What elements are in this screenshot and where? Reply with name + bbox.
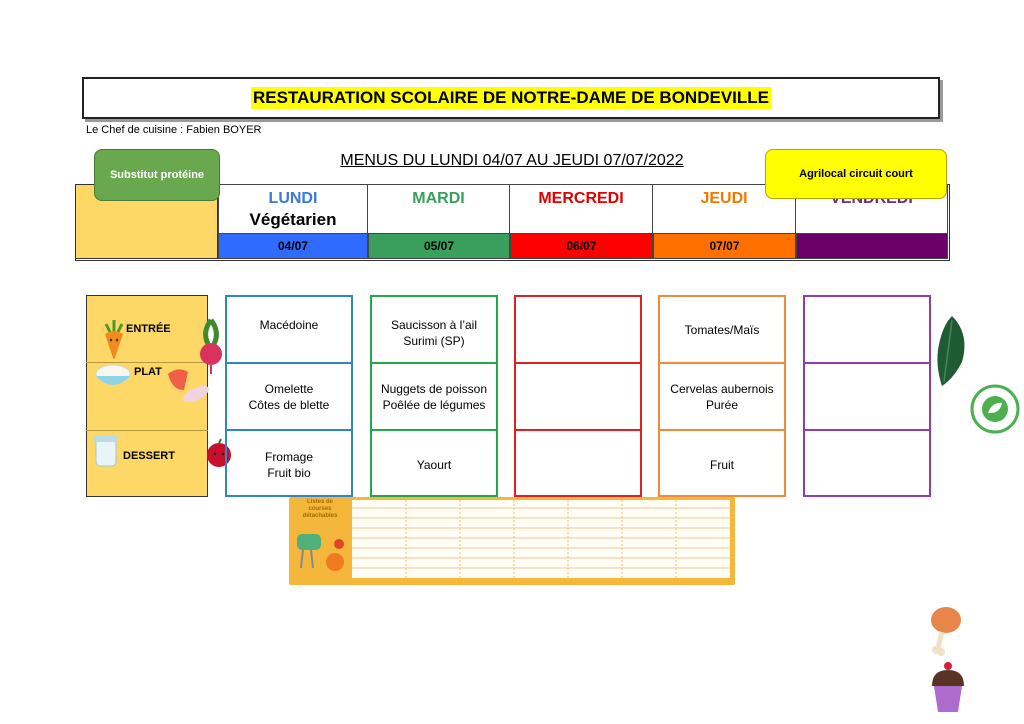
day-name: JEUDI <box>700 190 748 207</box>
dish: Fruit bio <box>267 465 311 480</box>
day-name: MERCREDI <box>538 190 624 207</box>
day-header-tuesday <box>368 184 510 233</box>
menu-cell-dessert <box>660 431 784 498</box>
dish: Tomates/Maïs <box>684 322 760 337</box>
menu-cell-plat <box>372 364 496 431</box>
chef-name: Le Chef de cuisine : Fabien BOYER <box>86 124 262 136</box>
vegetarian-badge-icon <box>970 384 1020 434</box>
menu-period-title: MENUS DU LUNDI 04/07 AU JEUDI 07/07/2022 <box>340 152 684 169</box>
menu-cell-plat <box>660 364 784 431</box>
day-name: LUNDI <box>268 190 318 207</box>
date-thursday: 07/07 <box>653 233 796 259</box>
dish: Yaourt <box>416 457 452 472</box>
dish: Surimi (SP) <box>403 334 465 348</box>
menu-cell-dessert <box>805 431 929 498</box>
menu-cell-plat <box>805 364 929 431</box>
checklist-lines-icon <box>352 500 730 578</box>
dish: Côtes de blette <box>248 397 330 412</box>
menu-cell-entree <box>805 297 929 364</box>
course-entree: ENTRÉE <box>126 323 171 335</box>
page-title: RESTAURATION SCOLAIRE DE NOTRE-DAME DE BONDEVILLE <box>253 88 769 107</box>
dish: Fruit <box>710 457 734 472</box>
menu-cell-dessert <box>516 431 640 498</box>
date-monday: 04/07 <box>218 233 368 259</box>
dish: Fromage <box>264 449 314 464</box>
menu-column-thursday <box>658 295 786 497</box>
day-subtitle: Végétarien <box>249 210 337 229</box>
mixer-icon <box>293 530 351 574</box>
menu-column-tuesday <box>370 295 498 497</box>
shopping-list-sheet <box>352 500 730 578</box>
date-friday <box>796 233 948 259</box>
day-header-monday <box>218 184 368 233</box>
carrot-icon <box>100 318 128 360</box>
course-dessert: DESSERT <box>123 450 175 462</box>
cupcake-icon <box>928 660 968 716</box>
menu-cell-entree <box>227 297 351 364</box>
menu-cell-dessert <box>372 431 496 498</box>
dish: Purée <box>705 397 739 412</box>
menu-column-monday <box>225 295 353 497</box>
ham-icon <box>164 364 214 412</box>
chicken-leg-icon <box>926 604 966 658</box>
menu-cell-entree <box>516 297 640 364</box>
protein-substitute-badge: Substitut protéine <box>94 149 220 201</box>
day-header-wednesday <box>510 184 653 233</box>
dish: Nuggets de poisson <box>380 381 488 396</box>
menu-cell-dessert <box>227 431 351 498</box>
spinach-leaf-icon <box>932 312 972 390</box>
menu-column-wednesday <box>514 295 642 497</box>
day-name: MARDI <box>412 190 465 207</box>
menu-cell-entree <box>372 297 496 364</box>
course-divider <box>86 430 208 431</box>
shopping-list-tag: Listes de courses détachables <box>302 499 338 519</box>
local-sourcing-badge: Agrilocal circuit court <box>765 149 947 199</box>
menu-cell-plat <box>516 364 640 431</box>
dish: Omelette <box>264 381 314 396</box>
course-plat: PLAT <box>134 366 162 378</box>
yogurt-icon <box>92 432 120 472</box>
rice-bowl-icon <box>92 362 134 390</box>
dish: Cervelas aubernois <box>670 381 774 396</box>
dish: Poêlée de légumes <box>382 397 486 412</box>
menu-column-friday <box>803 295 931 497</box>
title-banner <box>82 77 940 119</box>
date-wednesday: 06/07 <box>510 233 653 259</box>
dish: Saucisson à l’ail <box>390 318 478 332</box>
dish: Macédoine <box>259 318 319 332</box>
menu-cell-entree <box>660 297 784 364</box>
menu-cell-plat <box>227 364 351 431</box>
date-tuesday: 05/07 <box>368 233 510 259</box>
